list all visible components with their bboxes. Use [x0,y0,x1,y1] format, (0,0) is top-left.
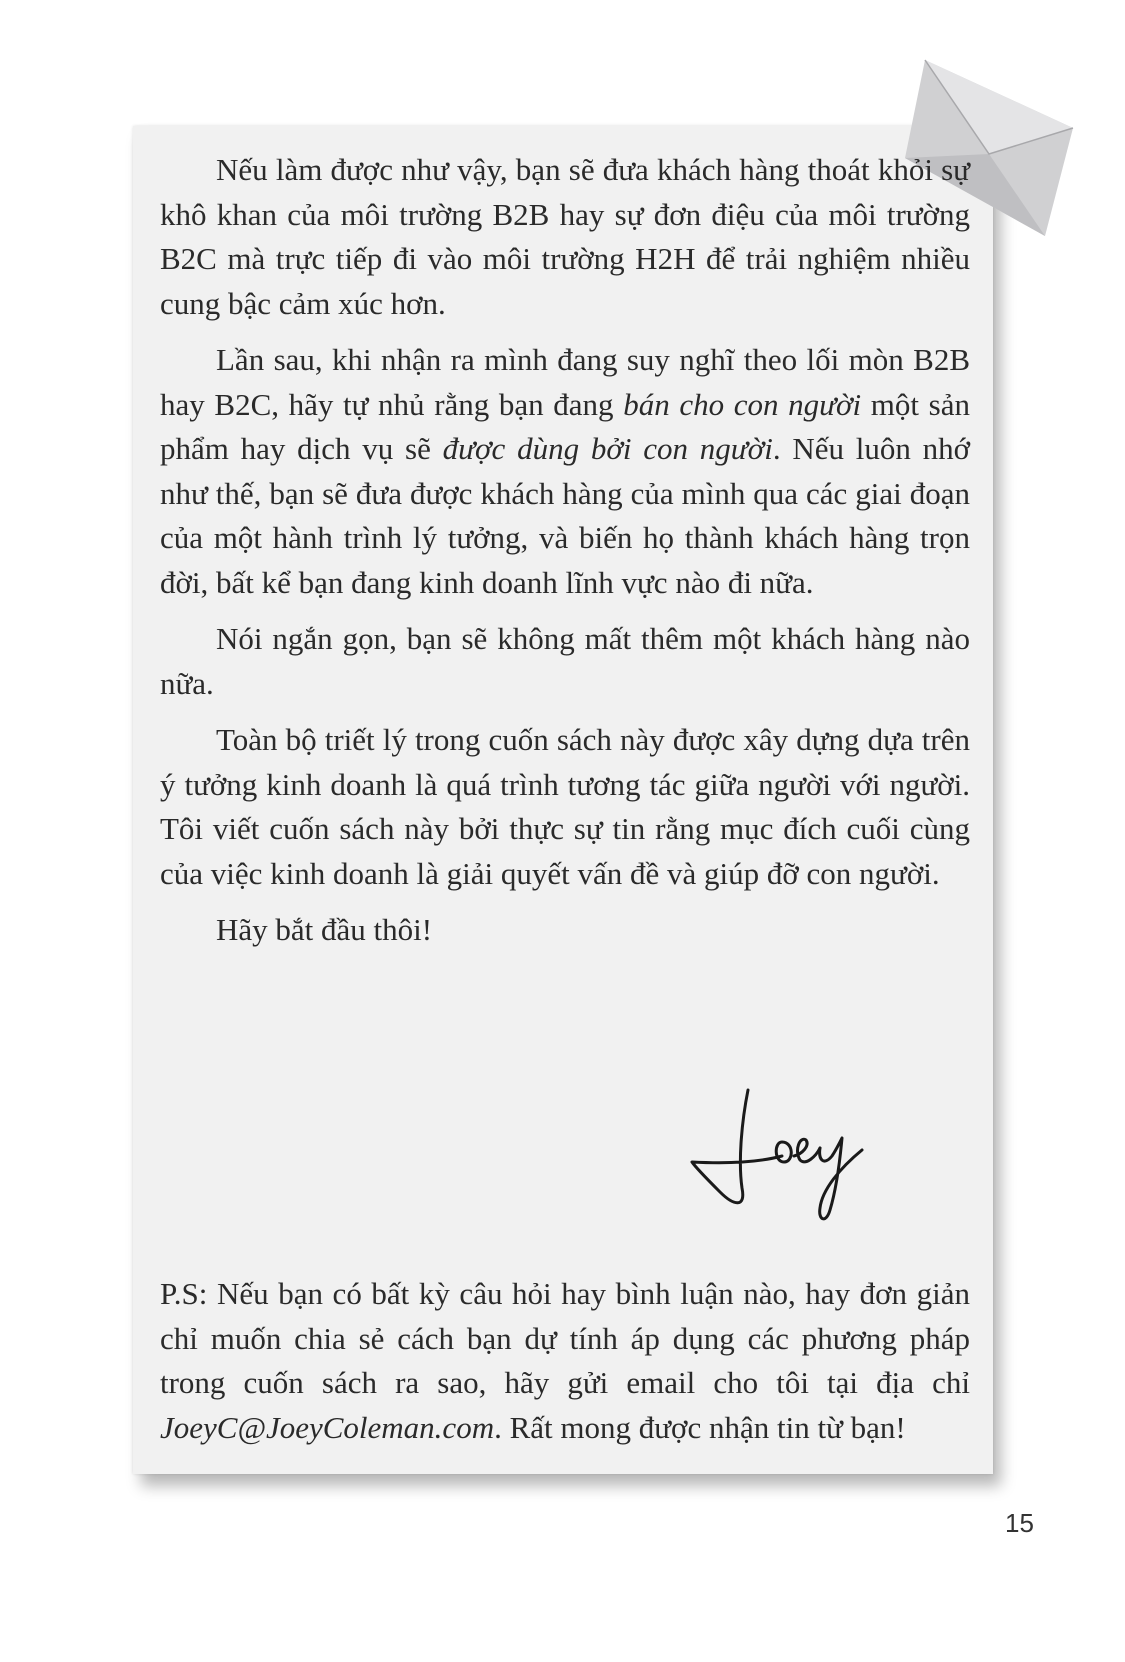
paragraph-2 [160,338,970,605]
paragraph-4: Toàn bộ triết lý trong cuốn sách này được xây dựng dựa trên ý tưởng kinh doanh là quá trình tương tác giữa người với người. Tôi viết cuốn sách này bởi thực sự tin rằng mục đích cuối cùng của việc kinh doanh là giải quyết vấn đề và giúp đỡ con người. [160,722,970,891]
signature [690,1080,890,1230]
postscript-closing: . Rất mong được nhận tin từ bạn! [494,1409,906,1445]
postscript-email: JoeyC@JoeyColeman.com [160,1409,495,1445]
page-number: 15 [1005,1508,1034,1538]
postscript [160,1272,970,1450]
letter-body [160,148,970,965]
paragraph-1: Nếu làm được như vậy, bạn sẽ đưa khách hàng thoát khỏi sự khô khan của môi trường B2B hay sự đơn điệu của môi trường B2C mà trực tiếp đi vào môi trường H2H để trải nghiệm nhiều cung bậc cảm xúc hơn. [160,152,970,321]
postscript-text: P.S: Nếu bạn có bất kỳ câu hỏi hay bình luận nào, hay đơn giản chỉ muốn chia sẻ cách bạn dự tính áp dụng các phương pháp trong cuốn sách ra sao, hãy gửi email cho tôi tại địa chỉ [160,1276,970,1400]
paragraph-2-italic-a: bán cho con người [623,386,862,422]
paragraph-2-text-b: một sản phẩm hay dịch vụ sẽ [160,386,970,466]
paragraph-2-text-a: Lần sau, khi nhận ra mình đang suy nghĩ theo lối mòn B2B hay B2C, hãy tự nhủ rằng bạn đang [160,342,970,422]
paragraph-2-text-c: . Nếu luôn nhớ như thế, bạn sẽ đưa được khách hàng của mình qua các giai đoạn của một hành trình lý tưởng, và biến họ thành khách hàng trọn đời, bất kể bạn đang kinh doanh lĩnh vực nào đi nữa. [160,431,970,600]
paragraph-3: Nói ngắn gọn, bạn sẽ không mất thêm một khách hàng nào nữa. [160,621,970,701]
paragraph-2-italic-b: được dùng bởi con người [442,431,773,466]
paragraph-5: Hãy bắt đầu thôi! [216,912,433,947]
